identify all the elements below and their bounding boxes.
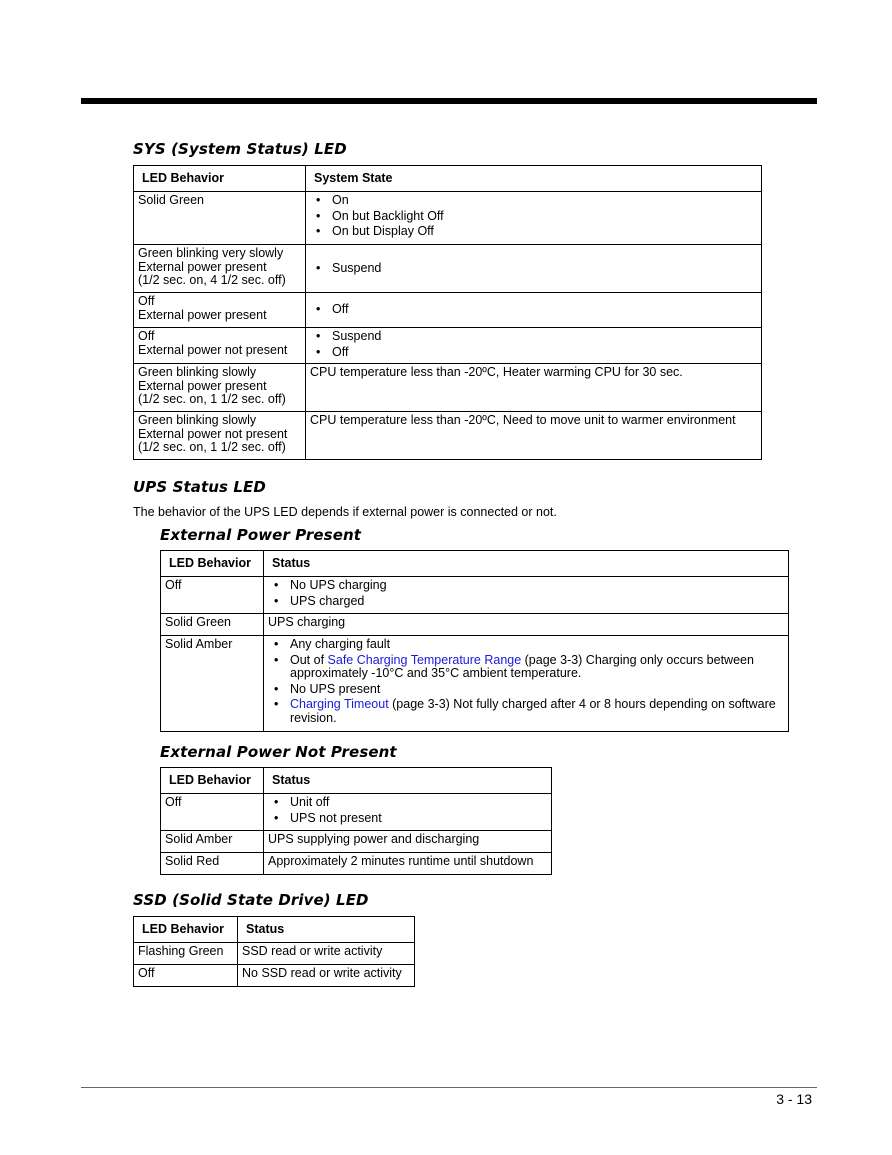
system-state-cell	[306, 245, 762, 293]
external-power-not-present-heading: External Power Not Present	[160, 743, 397, 761]
table-row	[161, 636, 789, 732]
led-behavior-cell: Off	[161, 794, 264, 831]
external-power-present-heading: External Power Present	[160, 526, 362, 544]
ssd-heading: SSD (Solid State Drive) LED	[133, 891, 369, 909]
table-row	[161, 794, 552, 831]
status-cell	[264, 794, 552, 831]
led-behavior-cell: Solid Red	[161, 853, 264, 875]
list-item: • No UPS charging	[268, 579, 784, 593]
column-header: Status	[264, 551, 789, 577]
led-behavior-cell: Green blinking very slowly External power present (1/2 sec. on, 4 1/2 sec. off)	[134, 245, 306, 293]
status-cell	[264, 577, 789, 614]
sys-led-table	[133, 165, 762, 460]
list-item: • Out of Safe Charging Temperature Range (page 3-3) Charging only occurs between approximately -10°C and 35°C ambient temperature.	[268, 654, 784, 681]
list-item: • UPS not present	[268, 812, 547, 826]
list-item: • On	[310, 194, 757, 208]
column-header: Status	[238, 917, 415, 943]
list-item: • Any charging fault	[268, 638, 784, 652]
list-item: • Charging Timeout (page 3-3) Not fully charged after 4 or 8 hours depending on software revision.	[268, 698, 784, 725]
column-header: LED Behavior	[134, 917, 238, 943]
list-item: • Off	[310, 303, 757, 317]
ups-intro-text: The behavior of the UPS LED depends if external power is connected or not.	[133, 505, 557, 519]
table-header-row	[161, 551, 789, 577]
status-cell: No SSD read or write activity	[238, 965, 415, 987]
column-header: System State	[306, 166, 762, 192]
table-row	[134, 192, 762, 245]
header-rule	[81, 98, 817, 104]
status-cell: Approximately 2 minutes runtime until shutdown	[264, 853, 552, 875]
table-header-row	[161, 768, 552, 794]
status-cell: SSD read or write activity	[238, 943, 415, 965]
charging-timeout-link[interactable]: Charging Timeout	[290, 697, 389, 711]
system-state-cell	[306, 328, 762, 364]
system-state-cell	[306, 192, 762, 245]
table-row	[134, 245, 762, 293]
table-header-row	[134, 166, 762, 192]
column-header: Status	[264, 768, 552, 794]
footer-rule	[81, 1087, 817, 1088]
list-item: • Suspend	[310, 262, 757, 276]
system-state-cell: CPU temperature less than -20ºC, Heater warming CPU for 30 sec.	[306, 364, 762, 412]
status-cell: UPS supplying power and discharging	[264, 831, 552, 853]
table-row	[134, 943, 415, 965]
table-header-row	[134, 917, 415, 943]
list-item: • Off	[310, 346, 757, 360]
status-cell	[264, 636, 789, 732]
led-behavior-cell: Off	[134, 965, 238, 987]
led-behavior-cell: Green blinking slowly External power not present (1/2 sec. on, 1 1/2 sec. off)	[134, 412, 306, 460]
table-row	[134, 293, 762, 328]
list-item: • On but Backlight Off	[310, 210, 757, 224]
status-cell: UPS charging	[264, 614, 789, 636]
led-behavior-cell: Solid Green	[134, 192, 306, 245]
column-header: LED Behavior	[161, 768, 264, 794]
sys-heading: SYS (System Status) LED	[133, 140, 347, 158]
list-item: • Suspend	[310, 330, 757, 344]
table-row	[161, 577, 789, 614]
table-row	[161, 853, 552, 875]
safe-charging-temperature-range-link[interactable]: Safe Charging Temperature Range	[327, 652, 522, 667]
ups-not-present-table	[160, 767, 552, 875]
list-item: • Unit off	[268, 796, 547, 810]
page-number: 3 - 13	[776, 1091, 812, 1107]
column-header: LED Behavior	[161, 551, 264, 577]
led-behavior-cell: Solid Amber	[161, 831, 264, 853]
led-behavior-cell: Off External power present	[134, 293, 306, 328]
led-behavior-cell: Off External power not present	[134, 328, 306, 364]
ups-present-table	[160, 550, 789, 732]
system-state-cell: CPU temperature less than -20ºC, Need to move unit to warmer environment	[306, 412, 762, 460]
list-item: • No UPS present	[268, 683, 784, 697]
table-row	[161, 614, 789, 636]
table-row	[134, 364, 762, 412]
table-row	[134, 965, 415, 987]
table-row	[161, 831, 552, 853]
table-row	[134, 328, 762, 364]
led-behavior-cell: Solid Amber	[161, 636, 264, 732]
system-state-cell	[306, 293, 762, 328]
led-behavior-cell: Solid Green	[161, 614, 264, 636]
led-behavior-cell: Flashing Green	[134, 943, 238, 965]
ssd-led-table	[133, 916, 415, 987]
column-header: LED Behavior	[134, 166, 306, 192]
led-behavior-cell: Green blinking slowly External power present (1/2 sec. on, 1 1/2 sec. off)	[134, 364, 306, 412]
led-behavior-cell: Off	[161, 577, 264, 614]
list-item: • On but Display Off	[310, 225, 757, 239]
list-item: • UPS charged	[268, 595, 784, 609]
ups-heading: UPS Status LED	[133, 478, 266, 496]
table-row	[134, 412, 762, 460]
